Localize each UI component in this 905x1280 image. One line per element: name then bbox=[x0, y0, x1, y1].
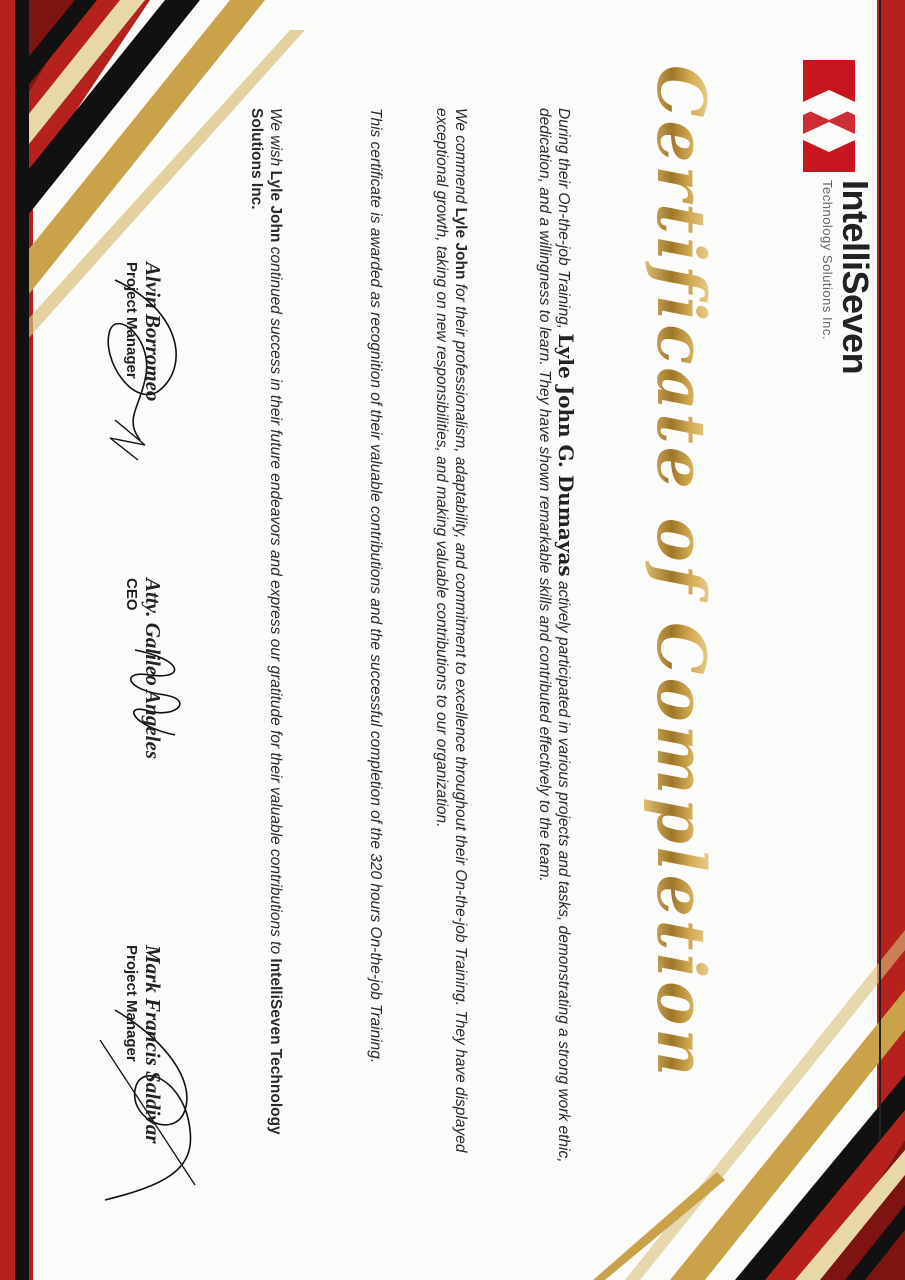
recipient-name: Lyle John G. Dumayas bbox=[554, 333, 578, 577]
signatory-role: Project Manager bbox=[123, 945, 140, 1062]
paragraph-wishes: We wish Lyle John continued success in their future endeavors and express our gratitude for their valuable contributions to IntelliSeven Technology Solutions Inc. bbox=[248, 108, 284, 1135]
signatory-2 bbox=[123, 578, 165, 759]
signatory-role: CEO bbox=[123, 578, 140, 611]
company-brand bbox=[819, 180, 875, 374]
recipient-short-name: Lyle John bbox=[452, 207, 469, 280]
company-subtitle: Technology Solutions Inc. bbox=[820, 180, 835, 340]
signatory-role: Project Manager bbox=[123, 262, 140, 379]
signatory-name: Atty. Galileo Angeles bbox=[141, 578, 165, 760]
paragraph-award: This certificate is awarded as recognition of their valuable contributions and the successful completion of the 320 hours On-the-job Training. bbox=[367, 108, 384, 1064]
certificate-title: Certificate of Completion bbox=[642, 65, 720, 1080]
company-full-name: IntelliSeven Technology Solutions Inc. bbox=[248, 108, 284, 1135]
signatory-1 bbox=[123, 262, 165, 401]
signatory-name: Mark Francis Saldivar bbox=[141, 945, 165, 1144]
paragraph-participation: During their On-the-job Training, Lyle John G. Dumayas actively participated in various projects and tasks, demonstrating a strong work ethic, dedication, and a willingness to learn. They have shown remarkable skills and contributed effectively to the team. bbox=[536, 108, 578, 1163]
recipient-short-name-2: Lyle John bbox=[267, 170, 284, 243]
signatory-name: Alvin Borromeo bbox=[141, 262, 165, 402]
paragraph-commendation: We commend Lyle John for their professionalism, adaptability, and commitment to excellence throughout their On-the-job Training. They have displayed exceptional growth, taking on new responsibilities, and making valuable contributions to our organization. bbox=[433, 108, 469, 1153]
signatory-3 bbox=[123, 945, 165, 1143]
company-name: IntelliSeven bbox=[835, 180, 876, 375]
company-logo-icon bbox=[793, 60, 865, 175]
